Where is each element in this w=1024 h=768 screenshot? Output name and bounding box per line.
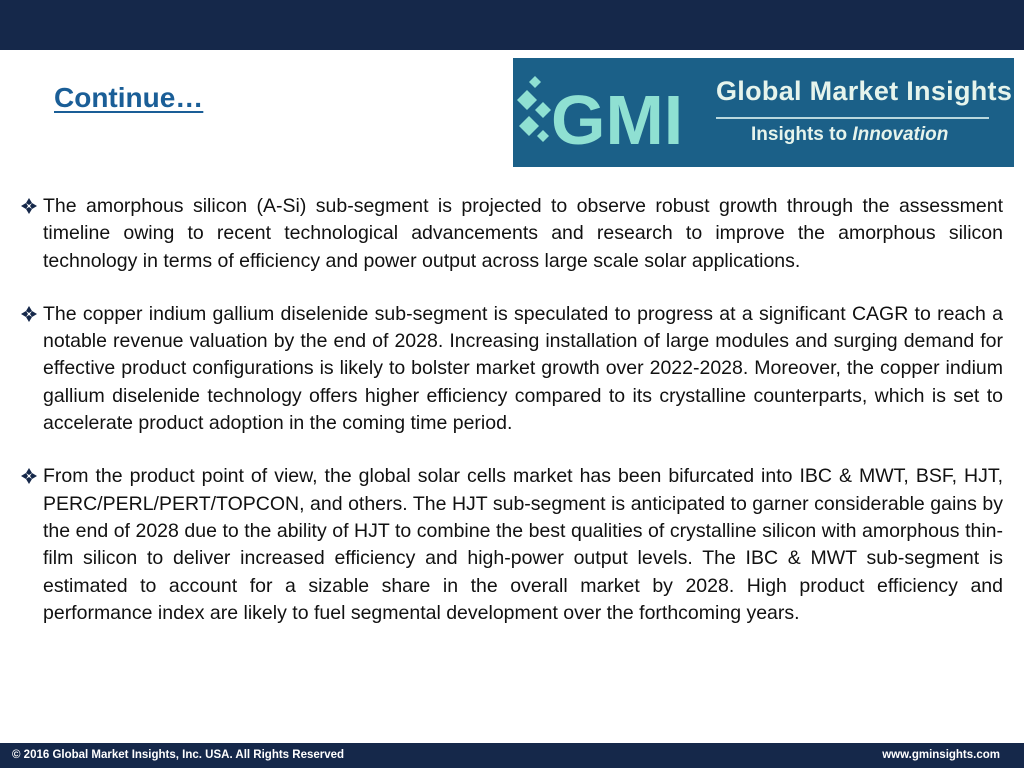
list-item bbox=[15, 193, 1003, 275]
logo-letters: GMI bbox=[551, 81, 684, 159]
header-bar bbox=[0, 0, 1024, 50]
logo-tagline-prefix: Insights to bbox=[751, 124, 853, 145]
logo-tagline-emphasis: Innovation bbox=[852, 124, 949, 145]
page-title: Continue… bbox=[54, 82, 204, 113]
diamond-bullet-icon bbox=[15, 301, 43, 327]
bullet-text: The amorphous silicon (A-Si) sub-segment is projected to observe robust growth through the assessment timeline owing to recent technological advancements and research to improve the amorphous silicon technology in terms of efficiency and power output across large scale solar applications. bbox=[43, 195, 1003, 272]
diamond-bullet-icon bbox=[15, 193, 43, 219]
logo-divider bbox=[716, 117, 989, 119]
website-link[interactable]: www.gminsights.com bbox=[882, 749, 1000, 761]
copyright-text: © 2016 Global Market Insights, Inc. USA. All Rights Reserved bbox=[12, 749, 345, 761]
bullet-text: The copper indium gallium diselenide sub-segment is speculated to progress at a significant CAGR to reach a notable revenue valuation by the end of 2028. Increasing installation of large modules and surging demand for effective product configurations is likely to bolster market growth over 2022-2028. Moreover, the copper indium gallium diselenide technology offers higher efficiency compared to its crystalline counterparts, which is set to accelerate product adoption in the coming time period. bbox=[43, 302, 1003, 435]
list-item bbox=[15, 301, 1003, 437]
list-item bbox=[15, 463, 1003, 627]
bullet-text: From the product point of view, the global solar cells market has been bifurcated into IBC & MWT, BSF, HJT, PERC/PERL/PERT/TOPCON, and others. The HJT sub-segment is anticipated to garner considerable gains by the end of 2028 due to the ability of HJT to combine the best qualities of crystalline silicon with amorphous thin-film silicon to deliver increased efficiency and high-power output levels. The IBC & MWT sub-segment is estimated to account for a sizable share in the overall market by 2028. High product efficiency and performance index are likely to fuel segmental development over the forthcoming years. bbox=[43, 465, 1003, 624]
bullet-list bbox=[15, 193, 1003, 653]
diamond-bullet-icon bbox=[15, 463, 43, 489]
logo-tagline bbox=[751, 124, 948, 146]
gmi-logo bbox=[513, 58, 1014, 167]
diamond-cluster-icon bbox=[513, 58, 713, 167]
footer-bar bbox=[0, 743, 1024, 768]
logo-name: Global Market Insights bbox=[716, 76, 1013, 106]
